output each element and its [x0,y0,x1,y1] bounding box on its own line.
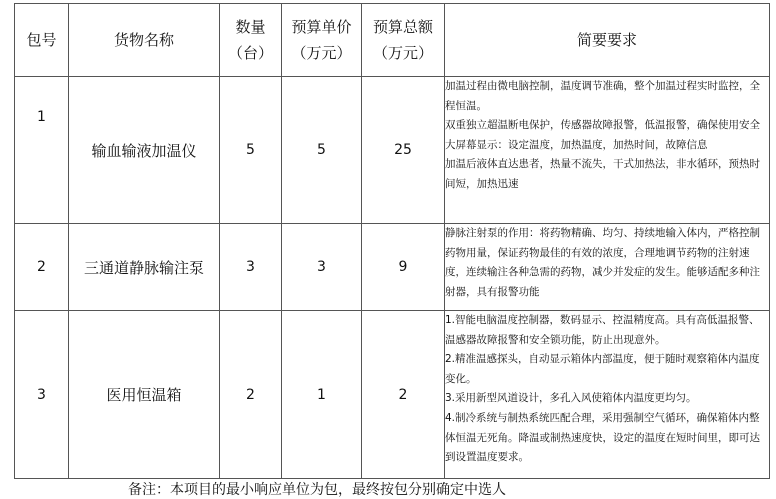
cell-unit-price: 3 [282,224,362,311]
header-requirements: 简要要求 [445,4,770,77]
header-total-line1: 预算总额 [372,18,433,36]
requirement-line: 1.智能电脑温度控制器，数码显示、控温精度高。具有高低温报警、温感器故障报警和安全锁功能，防止出现意外。 [445,314,760,346]
header-total [362,4,445,77]
cell-requirements [445,77,770,224]
requirement-line: 2.精准温感探头，自动显示箱体内部温度，便于随时观察箱体内温度变化。 [445,353,760,385]
requirement-line: 3.采用新型风道设计，多孔入风使箱体内温度更均匀。 [445,392,697,405]
cell-total: 2 [362,311,445,479]
cell-unit-price: 1 [282,311,362,479]
cell-total: 9 [362,224,445,311]
header-unit-line2: （万元） [291,44,352,62]
cell-package: 2 [15,224,69,311]
cell-qty: 5 [220,77,282,224]
cell-total: 25 [362,77,445,224]
header-unit-price [282,4,362,77]
requirement-line: 加温后液体直达患者，热量不流失，干式加热法，非水循环，预热时间短，加热迅速 [445,158,760,190]
table-row [15,77,770,224]
cell-requirements [445,311,770,479]
header-qty-line1: 数量 [235,18,266,36]
requirement-line: 静脉注射泵的作用：将药物精确、均匀、持续地输入体内，严格控制药物用量，保证药物最佳的有效的浓度，合理地调节药物的注射速度，连续输注各种急需的药物，减少并发症的发生。能够适配多种注射器，具有报警功能 [445,227,760,298]
header-qty-line2: （台） [227,44,273,62]
table-row [15,311,770,479]
requirement-line: 大屏幕显示：设定温度，加热温度，加热时间，故障信息 [445,138,708,151]
header-total-line2: （万元） [372,44,433,62]
header-name: 货物名称 [69,4,220,77]
cell-name: 三通道静脉输注泵 [69,224,220,311]
requirement-line: 双重独立超温断电保护，传感器故障报警，低温报警，确保使用安全 [445,119,760,132]
cell-unit-price: 5 [282,77,362,224]
requirement-line: 加温过程由微电脑控制，温度调节准确，整个加温过程实时监控，全程恒温。 [445,80,760,112]
header-unit-line1: 预算单价 [291,18,352,36]
cell-name: 输血输液加温仪 [69,77,220,224]
cell-qty: 3 [220,224,282,311]
footnote: 备注：本项目的最小响应单位为包，最终按包分别确定中选人 [128,482,506,498]
procurement-table [14,3,770,479]
cell-package: 3 [15,311,69,479]
cell-requirements [445,224,770,311]
header-qty [220,4,282,77]
cell-qty: 2 [220,311,282,479]
cell-name: 医用恒温箱 [69,311,220,479]
table-row [15,224,770,311]
cell-package: 1 [15,77,69,224]
requirement-line: 4.制冷系统与制热系统匹配合理，采用强制空气循环，确保箱体内整体恒温无死角。降温或制热速度快，设定的温度在短时间里，即可达到设置温度要求。 [445,411,760,464]
header-package: 包号 [15,4,69,77]
table-header-row [15,4,770,77]
